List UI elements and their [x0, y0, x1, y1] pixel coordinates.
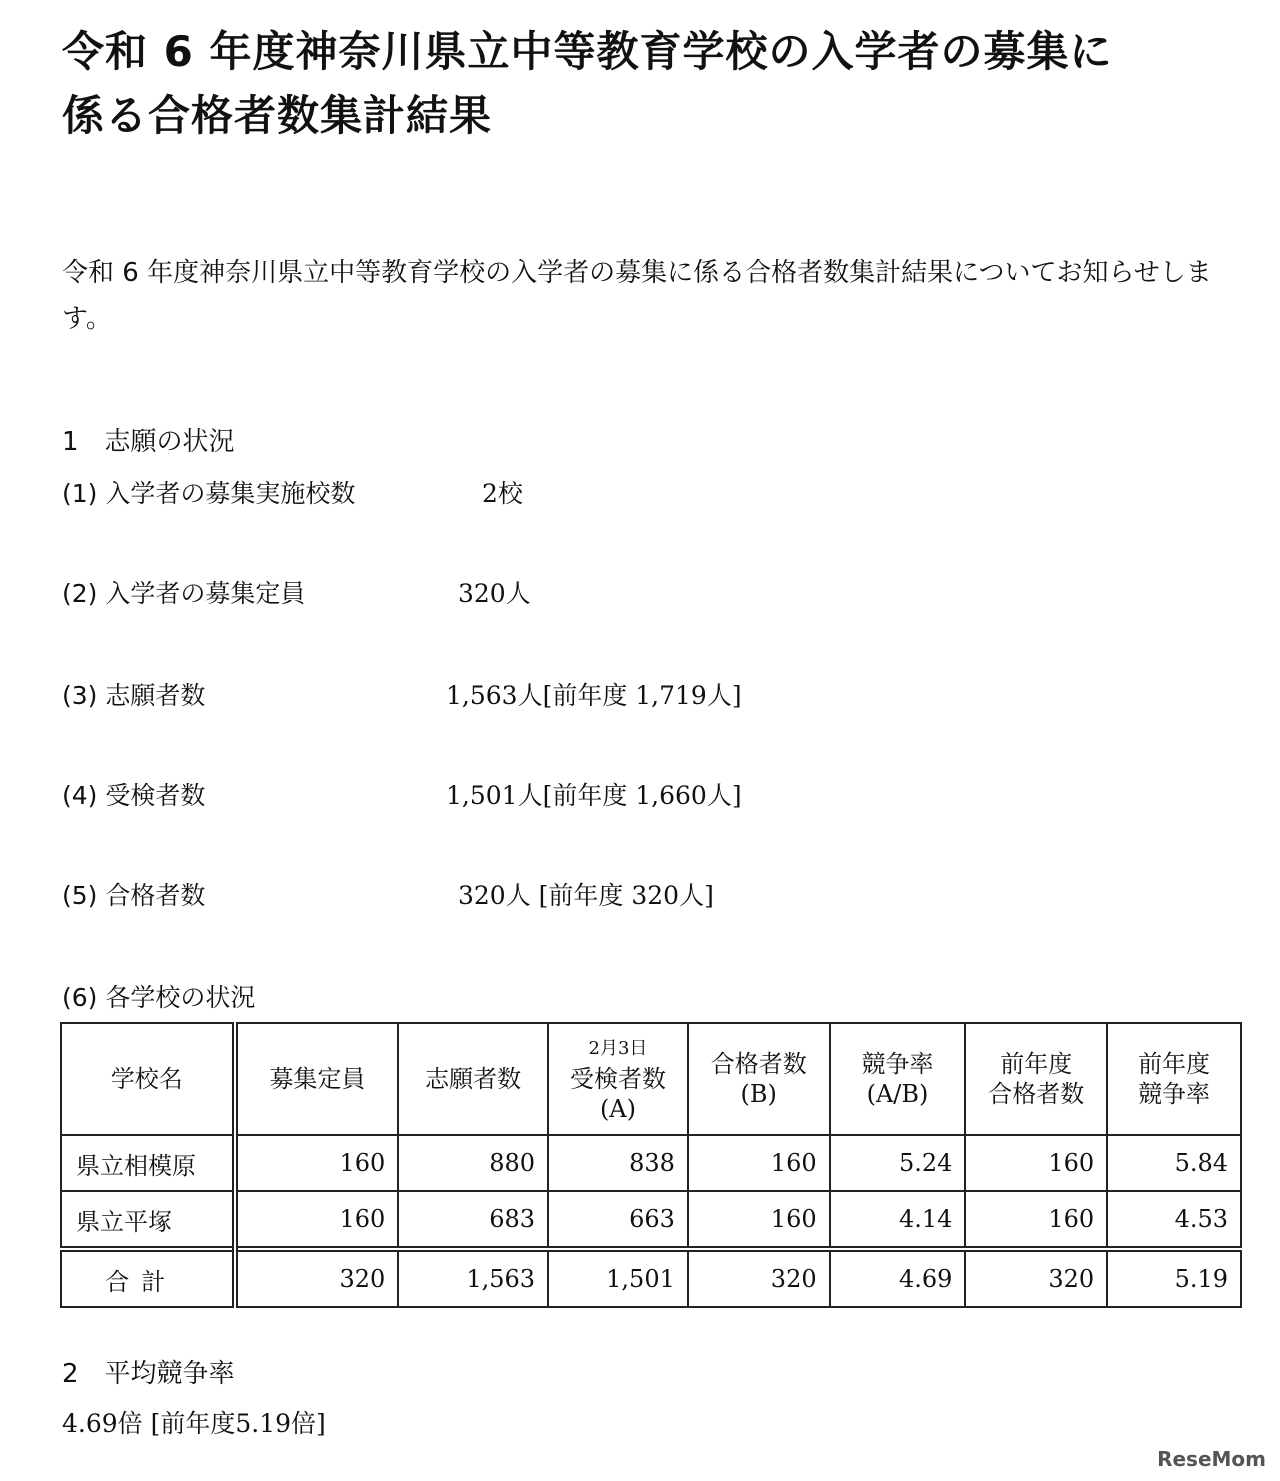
- row-2-examinees: 663: [548, 1191, 688, 1249]
- total-ratio: 4.69: [830, 1249, 966, 1307]
- header-passed: 合格者数 (B): [688, 1023, 830, 1135]
- table-total-row: [61, 1249, 1241, 1307]
- resemom-watermark: ReseMom: [1157, 1447, 1266, 1471]
- header-competition-ratio: 競争率 (A/B): [830, 1023, 966, 1135]
- row-2-applicants: 683: [398, 1191, 548, 1249]
- title-line-1: 令和 6 年度神奈川県立中等教育学校の入学者の募集に: [62, 27, 1113, 76]
- table-row: [61, 1191, 1241, 1249]
- row-1-applicants: 880: [398, 1135, 548, 1191]
- section-1-heading: 1 志願の状況: [62, 427, 235, 457]
- intro-paragraph: 令和 6 年度神奈川県立中等教育学校の入学者の募集に係る合格者数集計結果についてお知らせします。: [62, 258, 1212, 334]
- section-2-heading: 2 平均競争率: [62, 1359, 235, 1389]
- row-1-prev-passed: 160: [965, 1135, 1107, 1191]
- total-label: 合計: [61, 1249, 235, 1307]
- row-1-school: 県立相模原: [61, 1135, 235, 1191]
- header-examinees: 2月3日 受検者数 (A): [548, 1023, 688, 1135]
- school-results-table: [60, 1022, 1242, 1308]
- total-applicants: 1,563: [398, 1249, 548, 1307]
- title-line-2: 係る合格者数集計結果: [62, 91, 493, 140]
- row-1-ratio: 5.24: [830, 1135, 966, 1191]
- item-6-label: (6) 各学校の状況: [62, 983, 256, 1012]
- total-prev-passed: 320: [965, 1249, 1107, 1307]
- row-2-school: 県立平塚: [61, 1191, 235, 1249]
- item-3-value: 1,563人[前年度 1,719人]: [446, 681, 742, 710]
- row-2-ratio: 4.14: [830, 1191, 966, 1249]
- row-2-prev-passed: 160: [965, 1191, 1107, 1249]
- table-header-row: [61, 1023, 1241, 1135]
- row-1-capacity: 160: [235, 1135, 399, 1191]
- row-2-prev-ratio: 4.53: [1107, 1191, 1241, 1249]
- item-2-label: (2) 入学者の募集定員: [62, 579, 306, 608]
- row-1-passed: 160: [688, 1135, 830, 1191]
- page-title: [62, 20, 1112, 148]
- header-applicants: 志願者数: [398, 1023, 548, 1135]
- average-ratio-value: 4.69倍 [前年度5.19倍]: [62, 1409, 326, 1438]
- item-3-label: (3) 志願者数: [62, 681, 206, 710]
- header-prev-ratio: 前年度 競争率: [1107, 1023, 1241, 1135]
- item-4-value: 1,501人[前年度 1,660人]: [446, 781, 742, 810]
- item-1-value: 2校: [482, 479, 523, 508]
- item-2-value: 320人: [458, 579, 531, 608]
- row-1-prev-ratio: 5.84: [1107, 1135, 1241, 1191]
- item-4-label: (4) 受検者数: [62, 781, 206, 810]
- header-capacity: 募集定員: [235, 1023, 399, 1135]
- total-examinees: 1,501: [548, 1249, 688, 1307]
- total-prev-ratio: 5.19: [1107, 1249, 1241, 1307]
- header-school-name: 学校名: [61, 1023, 235, 1135]
- table-row: [61, 1135, 1241, 1191]
- row-2-capacity: 160: [235, 1191, 399, 1249]
- item-5-label: (5) 合格者数: [62, 881, 206, 910]
- total-passed: 320: [688, 1249, 830, 1307]
- item-5-value: 320人 [前年度 320人]: [458, 881, 714, 910]
- total-capacity: 320: [235, 1249, 399, 1307]
- header-prev-passed: 前年度 合格者数: [965, 1023, 1107, 1135]
- row-2-passed: 160: [688, 1191, 830, 1249]
- item-1-label: (1) 入学者の募集実施校数: [62, 479, 356, 508]
- row-1-examinees: 838: [548, 1135, 688, 1191]
